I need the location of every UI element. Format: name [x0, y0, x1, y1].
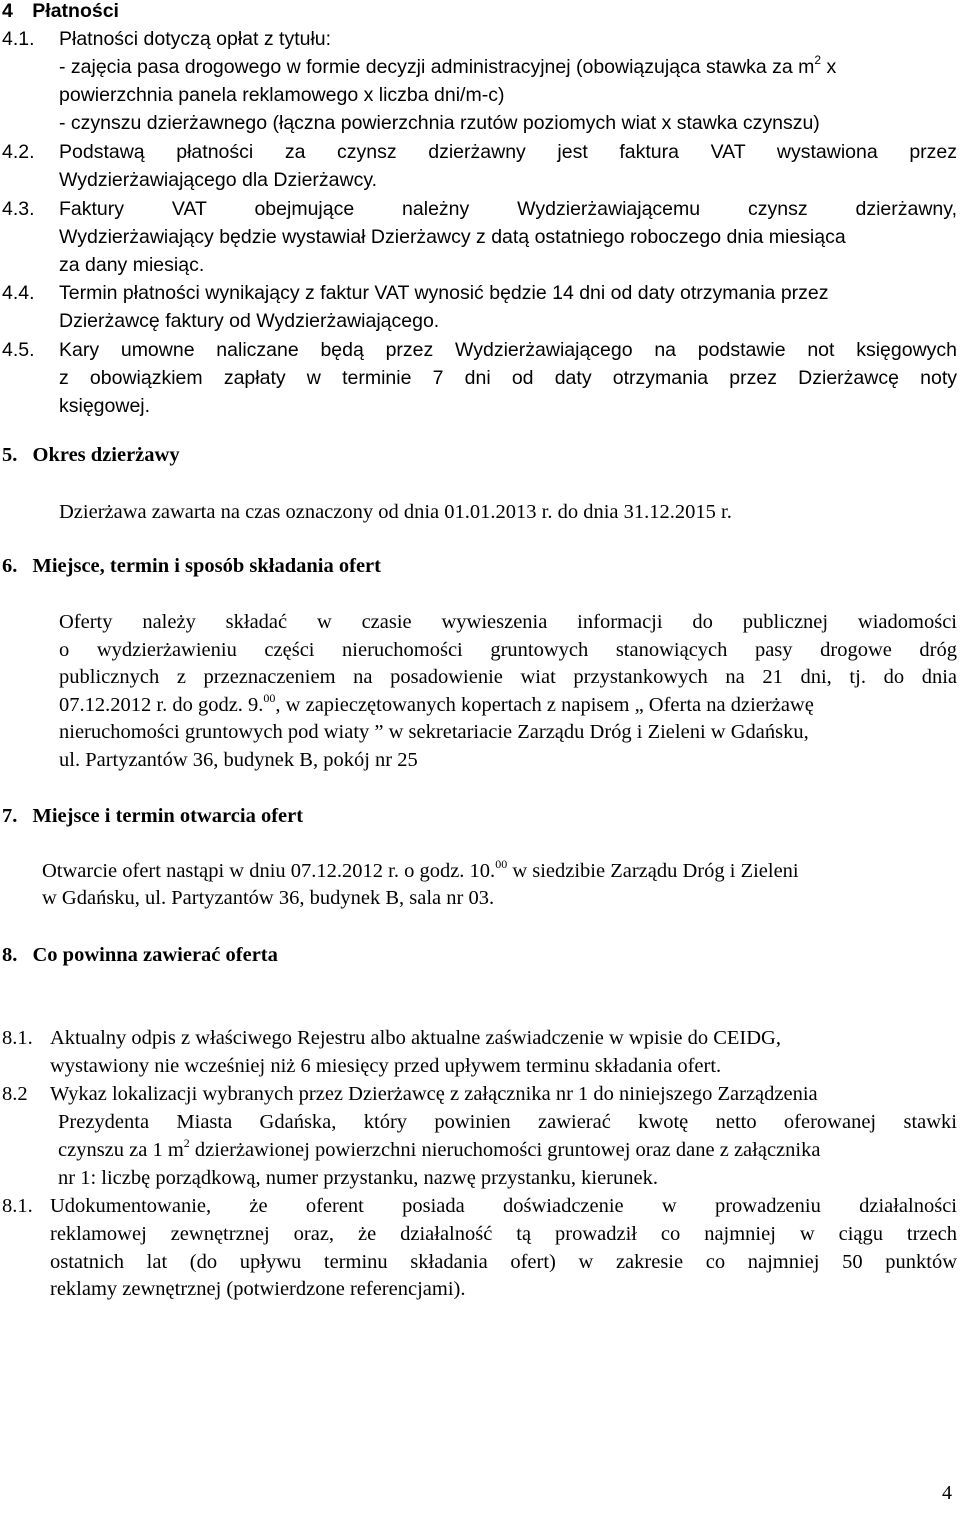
item-8-3-line-4: reklamy zewnętrznej (potwierdzone referencjami). [50, 1278, 466, 1300]
item-8-3-line-2: reklamowej zewnętrznej oraz, że działalność tą prowadził co najmniej w ciągu trzech [50, 1223, 957, 1245]
item-8-1-line-2: wystawiony nie wcześniej niż 6 miesięcy przed upływem terminu składania ofert. [50, 1055, 722, 1077]
section-8-heading [2, 942, 278, 969]
item-8-3-line-3: ostatnich lat (do upływu terminu składania ofert) w zakresie co najmniej 50 punktów [50, 1251, 957, 1273]
item-8-2-line-2: Prezydenta Miasta Gdańska, który powinien zawierać kwotę netto oferowanej stawki [58, 1111, 957, 1133]
item-8-3-line-1: Udokumentowanie, że oferent posiada doświadczenie w prowadzeniu działalności [50, 1195, 957, 1217]
page-number: 4 [942, 1482, 952, 1504]
line-1-tail: w siedzibie Zarządu Dróg i Zieleni [507, 860, 799, 882]
section-title: Okres dzierżawy [32, 444, 180, 466]
bullet-1-text: - zajęcia pasa drogowego w formie decyzji administracyjnej (obowiązująca stawka za m [59, 56, 815, 78]
section-6-line-5: nieruchomości gruntowych pod wiaty ” w sekretariacie Zarządu Dróg i Zieleni w Gdańsku, [59, 721, 809, 743]
section-6-heading [2, 553, 381, 580]
section-6-line-2: o wydzierżawieniu części nieruchomości gruntowych stanowiących pasy drogowe dróg [59, 639, 957, 661]
superscript: 00 [263, 691, 276, 705]
item-4-1-number: 4.1. [2, 28, 35, 50]
item-4-3-line-1: Faktury VAT obejmujące należny Wydzierżawiającemu czynsz dzierżawny, [59, 198, 957, 220]
item-4-1-bullet-2: - czynszu dzierżawnego (łączna powierzchnia rzutów poziomych wiat x stawka czynszu) [59, 112, 820, 134]
superscript: 2 [814, 53, 822, 67]
section-5-heading [2, 442, 180, 469]
section-7-heading [2, 803, 303, 830]
superscript: 2 [183, 1136, 190, 1150]
item-8-1-line-1: Aktualny odpis z właściwego Rejestru albo aktualne zaświadczenie w wpisie do CEIDG, [50, 1027, 781, 1049]
section-number: 8. [2, 944, 18, 966]
line-1-text: Otwarcie ofert nastąpi w dniu 07.12.2012 r. o godz. 10. [42, 860, 496, 882]
item-8-2-line-4: nr 1: liczbę porządkową, numer przystanku, nazwę przystanku, kierunek. [58, 1167, 658, 1189]
item-4-5-line-3: księgowej. [59, 395, 151, 417]
section-6-line-4 [59, 692, 814, 719]
item-4-2-number: 4.2. [2, 141, 35, 163]
section-6-line-1: Oferty należy składać w czasie wywieszenia informacji do publicznej wiadomości [59, 611, 957, 633]
item-4-4-line-2: Dzierżawcę faktury od Wydzierżawiającego. [59, 310, 440, 332]
section-title: Miejsce i termin otwarcia ofert [32, 805, 304, 827]
section-title: Co powinna zawierać oferta [32, 944, 278, 966]
line-3-tail: dzierżawionej powierzchni nieruchomości gruntowej oraz dane z załącznika [189, 1139, 821, 1161]
section-4-heading [2, 0, 119, 25]
section-7-line-2: w Gdańsku, ul. Partyzantów 36, budynek B, sala nr 03. [42, 887, 495, 909]
line-4-text: 07.12.2012 r. do godz. 9. [59, 694, 264, 716]
item-4-4-number: 4.4. [2, 282, 35, 304]
section-title: Płatności [32, 0, 119, 22]
item-4-1-bullet-1 [59, 54, 836, 81]
item-4-3-line-2: Wydzierżawiający będzie wystawiał Dzierżawcy z datą ostatniego roboczego dnia miesiąca [59, 226, 846, 248]
item-4-3-line-3: za dany miesiąc. [59, 254, 205, 276]
section-number: 5. [2, 444, 18, 466]
item-4-1-bullet-1-cont: powierzchnia panela reklamowego x liczba dni/m-c) [59, 84, 505, 106]
item-4-5-line-1: Kary umowne naliczane będą przez Wydzierżawiającego na podstawie not księgowych [59, 339, 957, 361]
item-8-2-line-1: Wykaz lokalizacji wybranych przez Dzierżawcę z załącznika nr 1 do niniejszego Zarządzenia [50, 1083, 818, 1105]
section-title: Miejsce, termin i sposób składania ofert [32, 555, 381, 577]
line-4-tail: , w zapieczętowanych kopertach z napisem „ Oferta na dzierżawę [275, 694, 814, 716]
item-4-2-line-2: Wydzierżawiającego dla Dzierżawcy. [59, 169, 378, 191]
item-4-4-line-1: Termin płatności wynikający z faktur VAT wynosić będzie 14 dni od daty otrzymania przez [59, 282, 829, 304]
section-6-line-3: publicznych z przeznaczeniem na posadowienie wiat przystankowych na 21 dni, tj. do dnia [59, 666, 957, 688]
item-8-3-number: 8.1. [2, 1195, 33, 1217]
item-8-2-number: 8.2 [2, 1083, 28, 1105]
item-4-5-line-2: z obowiązkiem zapłaty w terminie 7 dni od daty otrzymania przez Dzierżawcę noty [59, 367, 957, 389]
section-number: 6. [2, 555, 18, 577]
superscript: 00 [495, 857, 508, 871]
item-8-2-line-3 [58, 1137, 820, 1164]
section-number: 7. [2, 805, 18, 827]
section-6-line-6: ul. Partyzantów 36, budynek B, pokój nr 25 [59, 749, 418, 771]
item-8-1-number: 8.1. [2, 1027, 33, 1049]
section-5-text: Dzierżawa zawarta na czas oznaczony od dnia 01.01.2013 r. do dnia 31.12.2015 r. [59, 501, 732, 523]
item-4-1-intro: Płatności dotyczą opłat z tytułu: [59, 28, 332, 50]
item-4-5-number: 4.5. [2, 339, 35, 361]
line-3-text: czynszu za 1 m [58, 1139, 184, 1161]
section-7-line-1 [42, 858, 799, 885]
section-number: 4 [2, 0, 13, 22]
item-4-2-line-1: Podstawą płatności za czynsz dzierżawny jest faktura VAT wystawiona przez [59, 141, 957, 163]
item-4-3-number: 4.3. [2, 198, 35, 220]
bullet-1-tail: x [821, 56, 837, 78]
